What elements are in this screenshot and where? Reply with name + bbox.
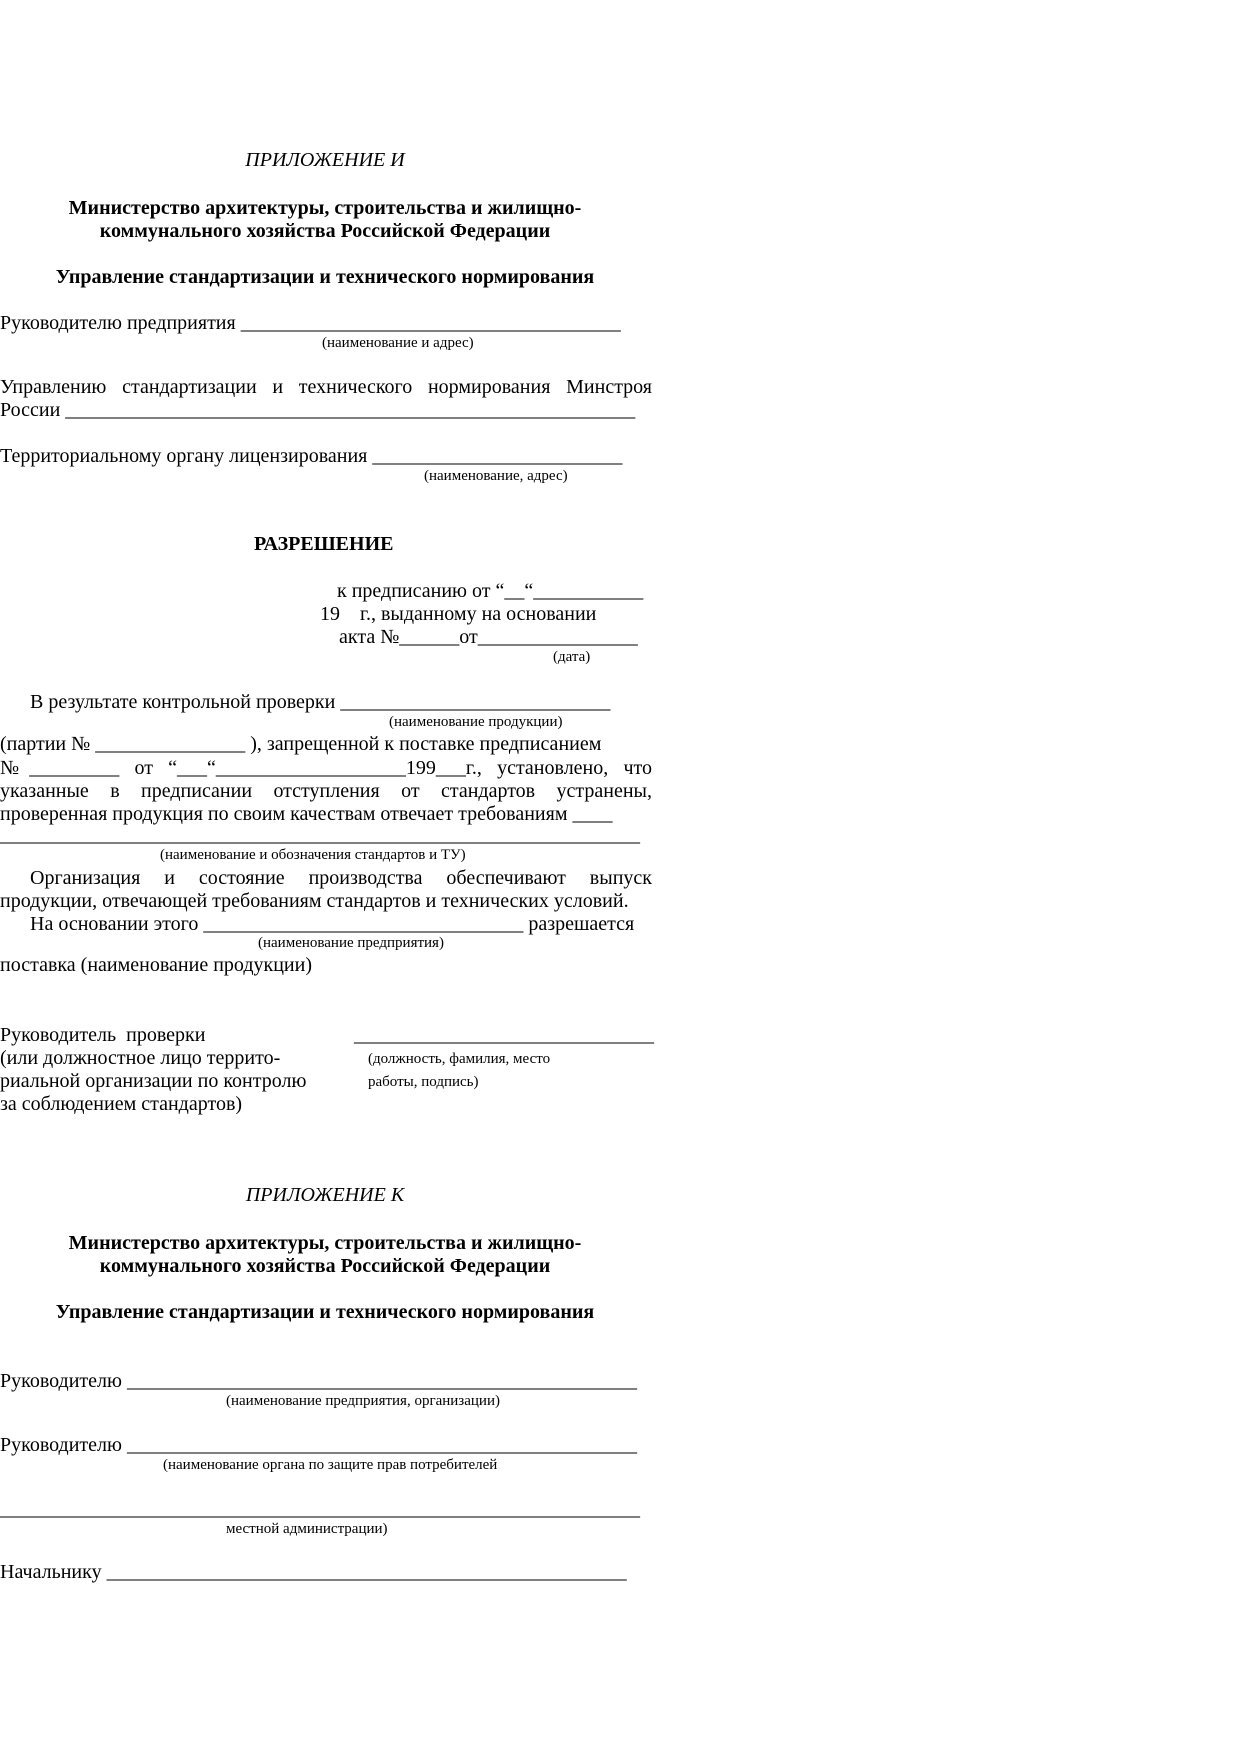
signature-left-line-2: (или должностное лицо террито- [0,1047,281,1069]
addressee-k-head-2: Руководителю ___________________________________________________ [0,1434,637,1456]
addressee-k-chief: Начальнику ____________________________________________________ [0,1561,627,1583]
body-line-1: В результате контрольной проверки ___________________________ [30,691,611,713]
ministry-k-line-2: коммунального хозяйства Российской Федерации [99,1255,551,1277]
reference-date-hint: (дата) [553,649,591,665]
signature-left-line-3: риальной организации по контролю [0,1070,307,1092]
body-hint-standards: (наименование и обозначения стандартов и ТУ) [160,847,466,863]
reference-line-2: 19 г., выданному на основании [320,603,597,625]
body-line-10: поставка (наименование продукции) [0,954,312,976]
signature-hint-2: работы, подпись) [368,1074,479,1090]
addressee-k-blank-hint: местной администрации) [226,1521,388,1537]
signature-line: ______________________________ [354,1024,654,1046]
addressee-dept-line-2: России _________________________________________________________ [0,399,636,421]
addressee-territorial-line: Территориальному органу лицензирования _________________________ [0,445,623,467]
addressee-head-hint: (наименование и адрес) [322,335,474,351]
ministry-line-1: Министерство архитектуры, строительства и жилищно- [68,197,582,219]
ministry-line-2: коммунального хозяйства Российской Федерации [99,220,551,242]
body-line-5: проверенная продукция по своим качествам отвечает требованиям ____ [0,803,613,825]
body-line-9: На основании этого ________________________________ разрешается [30,913,635,935]
addressee-dept-line-1: Управлению стандартизации и технического нормирования Минстроя [0,376,652,398]
appendix-k-title: ПРИЛОЖЕНИЕ К [245,1184,405,1206]
body-line-4: указанные в предписании отступления от стандартов устранены, [0,780,652,802]
addressee-k-head-2-hint: (наименование органа по защите прав потребителей [163,1457,498,1473]
signature-hint-1: (должность, фамилия, место [368,1051,551,1067]
body-line-3: №_________ от “___“___________________199___г., установлено, что [0,757,652,779]
body-line-6: ________________________________________________________________ [0,824,640,846]
body-line-2: (партии № _______________ ), запрещенной к поставке предписанием [0,733,602,755]
document-title: РАЗРЕШЕНИЕ [254,533,394,555]
ministry-k-line-1: Министерство архитектуры, строительства и жилищно- [68,1232,582,1254]
body-hint-product: (наименование продукции) [389,714,563,730]
body-line-8: продукции, отвечающей требованиям стандартов и технических условий. [0,890,629,912]
addressee-k-head-1: Руководителю ___________________________________________________ [0,1370,637,1392]
department-name: Управление стандартизации и технического нормирования [55,266,595,288]
body-line-7: Организация и состояние производства обеспечивают выпуск [30,867,652,889]
reference-line-3: акта №______от________________ [339,626,638,648]
addressee-k-head-1-hint: (наименование предприятия, организации) [226,1393,500,1409]
addressee-k-blank-line: ________________________________________________________________ [0,1498,640,1520]
addressee-head-line: Руководителю предприятия ______________________________________ [0,312,621,334]
signature-left-line-1: Руководитель проверки [0,1024,206,1046]
body-hint-enterprise: (наименование предприятия) [258,935,444,951]
reference-line-1: к предписанию от “__“___________ [337,580,644,602]
department-k-name: Управление стандартизации и технического нормирования [55,1301,595,1323]
appendix-i-title: ПРИЛОЖЕНИЕ И [245,149,405,171]
addressee-territorial-hint: (наименование, адрес) [424,468,568,484]
signature-left-line-4: за соблюдением стандартов) [0,1093,243,1115]
